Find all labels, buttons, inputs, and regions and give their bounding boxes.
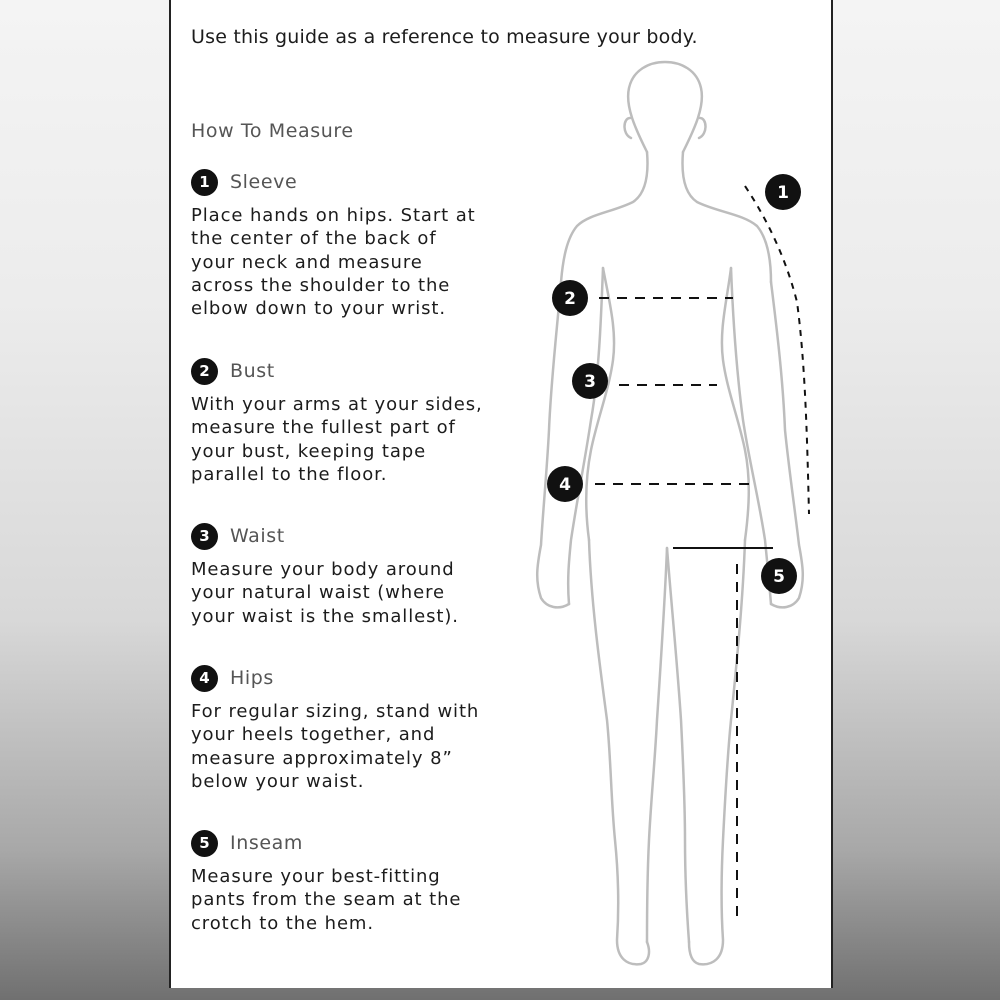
right-neck-shoulder — [683, 152, 771, 282]
left-neck-shoulder — [561, 152, 647, 282]
callout-number: 5 — [773, 567, 785, 587]
section-title: How To Measure — [191, 120, 354, 142]
callout-5 — [761, 558, 797, 594]
measurement-guide-card — [169, 0, 833, 988]
step-line: Place hands on hips. Start at — [191, 205, 476, 226]
right-ear — [699, 118, 706, 138]
callout-3 — [572, 363, 608, 399]
sleeve-line — [745, 186, 809, 514]
step-number-badge: 5 — [191, 830, 218, 857]
right-torso-side — [722, 268, 749, 540]
step-line: the center of the back of — [191, 228, 437, 250]
step-line: elbow down to your wrist. — [191, 298, 447, 320]
callout-number: 3 — [584, 372, 596, 392]
callout-4 — [547, 466, 583, 502]
step-line: measure the fullest part of — [191, 417, 456, 439]
step-line: your waist is the smallest). — [191, 605, 459, 627]
step-line: pants from the seam at the — [191, 889, 462, 911]
step-line: Measure your best-fitting — [191, 866, 441, 887]
step-line: across the shoulder to the — [191, 274, 451, 296]
step-title: Inseam — [230, 832, 303, 854]
step-number-badge: 1 — [191, 169, 218, 196]
left-ear — [625, 118, 632, 138]
step-title: Sleeve — [230, 171, 298, 193]
measurement-lines — [595, 186, 809, 924]
step-line: your neck and measure — [191, 251, 423, 273]
intro-text: Use this guide as a reference to measure your body. — [191, 26, 698, 48]
step-number-badge: 3 — [191, 523, 218, 550]
callout-number: 4 — [559, 475, 571, 495]
step-line: With your arms at your sides, — [191, 394, 483, 415]
step-title: Waist — [230, 525, 285, 547]
left-leg-outer — [589, 540, 649, 964]
left-leg-inner — [647, 548, 667, 942]
callout-2 — [552, 280, 588, 316]
head-outline — [628, 62, 702, 152]
step-number-badge: 4 — [191, 665, 218, 692]
step-title: Hips — [230, 667, 274, 689]
right-arm-inner — [731, 268, 771, 604]
step-line: your bust, keeping tape — [191, 440, 427, 462]
body-figure-illustration — [171, 0, 831, 988]
step-line: crotch to the hem. — [191, 912, 374, 934]
callout-1 — [765, 174, 801, 210]
right-leg-inner — [667, 548, 689, 942]
step-number-badge: 2 — [191, 358, 218, 385]
step-title: Bust — [230, 360, 275, 382]
left-arm-outer — [537, 282, 569, 607]
step-line: For regular sizing, stand with — [191, 701, 480, 722]
callout-number: 1 — [777, 183, 789, 203]
body-outline — [537, 62, 803, 964]
step-line: Measure your body around — [191, 559, 455, 580]
step-line: parallel to the floor. — [191, 463, 388, 485]
callout-number: 2 — [564, 289, 576, 309]
step-line: your natural waist (where — [191, 582, 445, 604]
step-line: below your waist. — [191, 770, 365, 792]
left-arm-inner — [568, 268, 603, 604]
step-line: your heels together, and — [191, 724, 436, 746]
step-line: measure approximately 8” — [191, 747, 453, 769]
